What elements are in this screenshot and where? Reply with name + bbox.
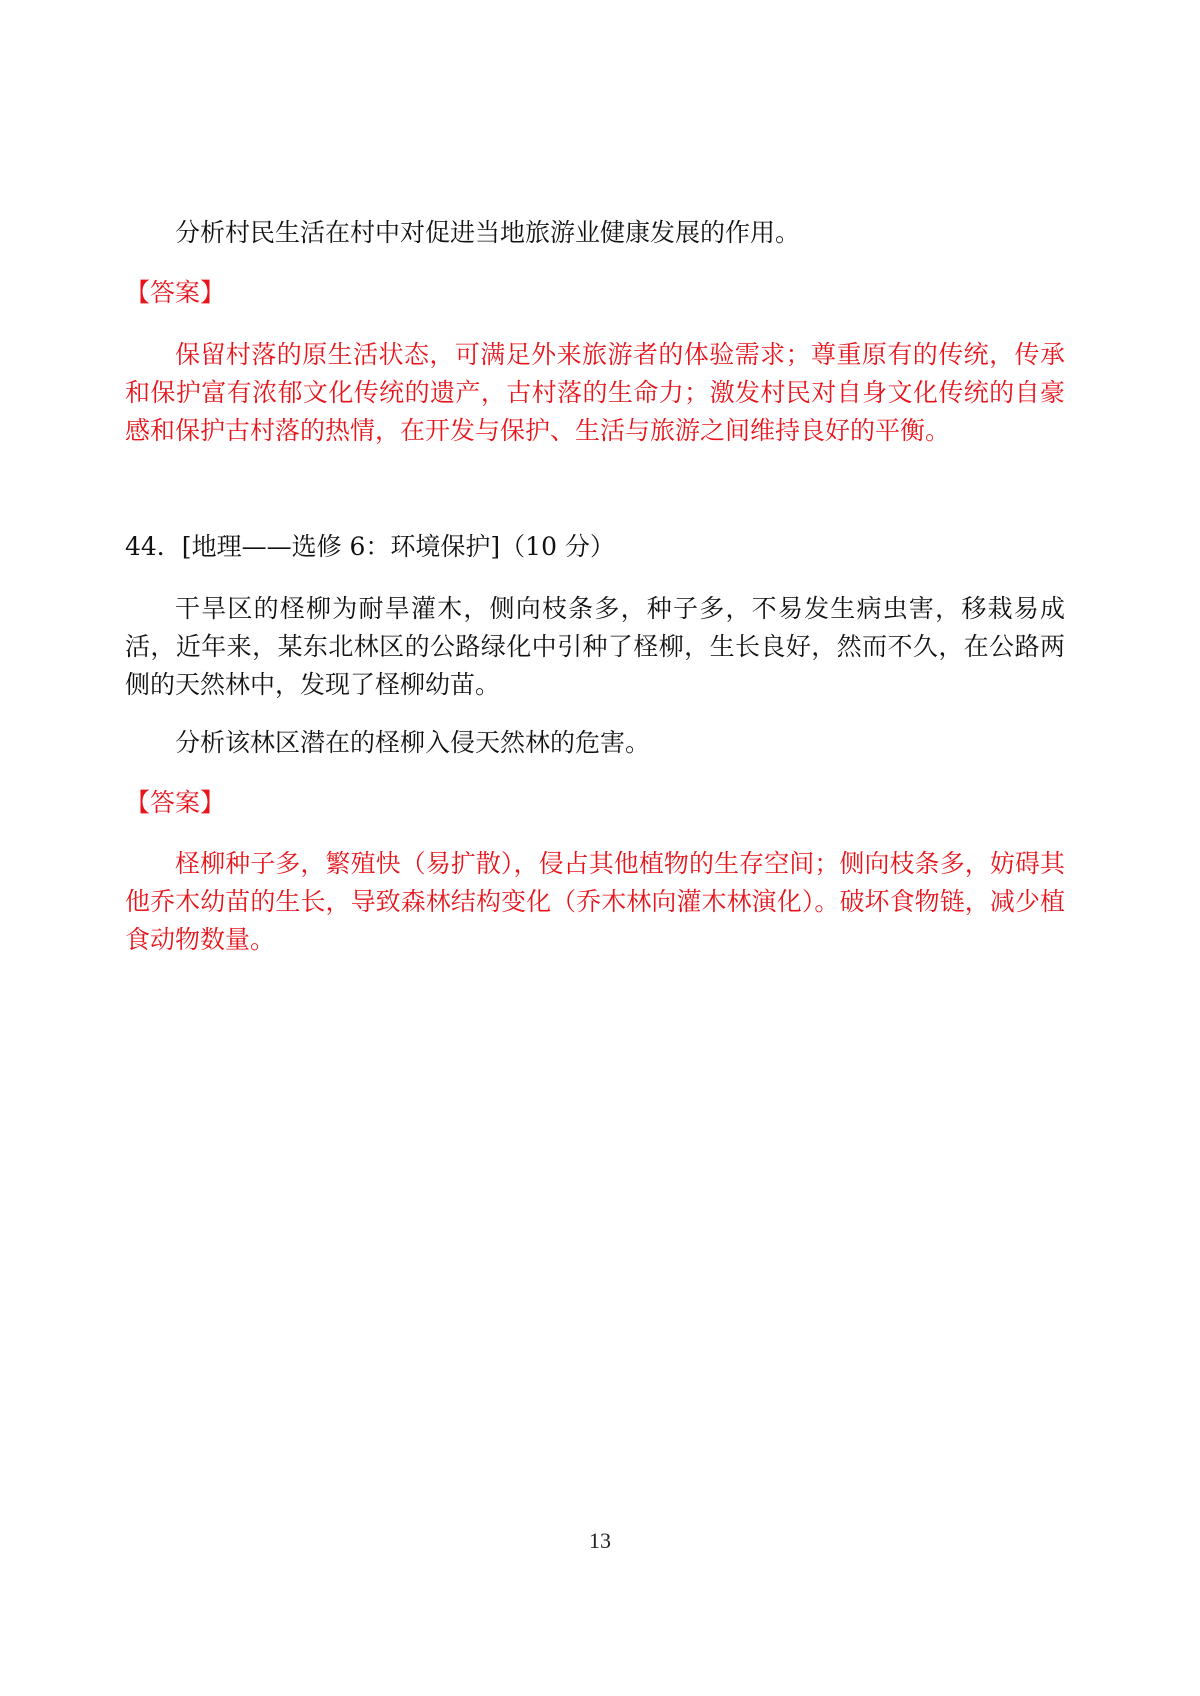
answer-label-43: 【答案】 [125, 278, 226, 307]
answer-44-text: 柽柳种子多，繁殖快（易扩散），侵占其他植物的生存空间；侧向枝条多，妨碍其他乔木幼苗的生长，导致森林结构变化（乔木林向灌木林演化）。破坏食物链，减少植食动物数量。 [125, 849, 1065, 954]
page-number: 13 [589, 1528, 611, 1553]
answer-43-text: 保留村落的原生活状态，可满足外来旅游者的体验需求；尊重原有的传统，传承和保护富有浓郁文化传统的遗产，古村落的生命力；激发村民对自身文化传统的自豪感和保护古村落的热情，在开发与保护、生活与旅游之间维持良好的平衡。 [125, 340, 1065, 445]
answer-label-44: 【答案】 [125, 788, 226, 817]
question-44-heading: 44．[地理——选修 6：环境保护]（10 分） [125, 532, 615, 561]
question-44-prompt: 分析该林区潜在的柽柳入侵天然林的危害。 [175, 728, 651, 757]
question-44-stem: 干旱区的柽柳为耐旱灌木，侧向枝条多，种子多，不易发生病虫害，移栽易成活，近年来，某东北林区的公路绿化中引种了柽柳，生长良好，然而不久，在公路两侧的天然林中，发现了柽柳幼苗。 [125, 594, 1065, 699]
question-43-prompt: 分析村民生活在村中对促进当地旅游业健康发展的作用。 [175, 218, 801, 247]
